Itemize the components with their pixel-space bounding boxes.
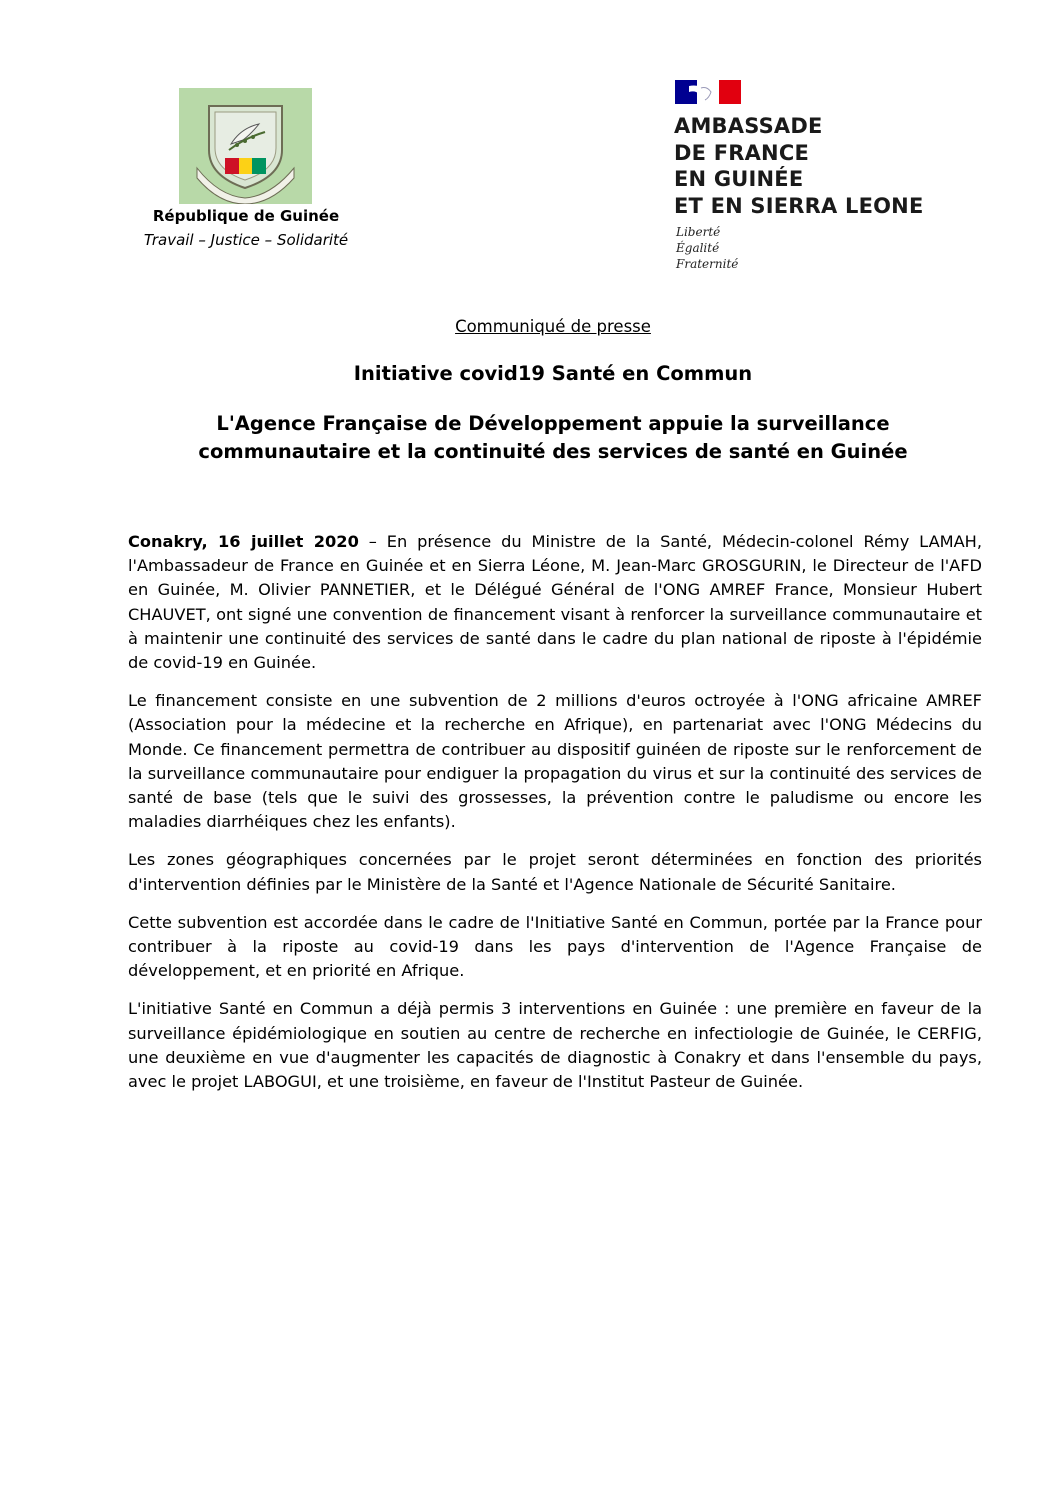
devise-line: Liberté xyxy=(676,225,721,239)
embassy-line: DE FRANCE xyxy=(674,140,809,165)
document-body xyxy=(128,530,982,1108)
country-name: République de Guinée xyxy=(152,207,340,225)
embassy-line: ET EN SIERRA LEONE xyxy=(674,193,924,218)
embassy-name xyxy=(674,113,974,219)
paragraph: Cette subvention est accordée dans le cadre de l'Initiative Santé en Commun, portée par la France pour contribuer à la riposte au covid-19 dans les pays d'intervention de l'Agence Française de développement, et en priorité en Afrique. xyxy=(128,912,982,981)
paragraph-text: – En présence du Ministre de la Santé, Médecin-colonel Rémy LAMAH, l'Ambassadeur de France en Guinée et en Sierra Léone, M. Jean-Marc GROSGURIN, le Directeur de l'AFD en Guinée, M. Olivier PANNETIER, et le Délégué Général de l'ONG AMREF France, Monsieur Hubert CHAUVET, ont signé une convention de financement visant à renforcer la surveillance communautaire et à maintenir une continuité des services de santé dans le cadre du plan national de riposte à l'épidémie de covid-19 en Guinée. xyxy=(128,532,982,673)
republic-devise xyxy=(676,224,738,272)
subtitle-line: L'Agence Française de Développement appuie la surveillance xyxy=(216,412,890,435)
devise-line: Fraternité xyxy=(676,257,739,271)
marianne-logo-icon xyxy=(675,80,741,104)
document-kicker: Communiqué de presse xyxy=(455,317,651,336)
devise-line: Égalité xyxy=(676,241,720,255)
subtitle-line: communautaire et la continuité des services de santé en Guinée xyxy=(198,440,908,463)
embassy-line: AMBASSADE xyxy=(674,114,823,138)
paragraph: Les zones géographiques concernées par le projet seront déterminées en fonction des priorités d'intervention définies par le Ministère de la Santé et l'Agence Nationale de Sécurité Sanitaire. xyxy=(128,850,982,894)
paragraph: Le financement consiste en une subvention de 2 millions d'euros octroyée à l'ONG africaine AMREF (Association pour la médecine et la recherche en Afrique), en partenariat avec l'ONG Médecins du Monde. Ce financement permettra de contribuer au dispositif guinéen de riposte sur le renforcement de la surveillance communautaire pour endiguer la propagation du virus et sur la continuité des services de santé de base (tels que le suivi des grossesses, la prévention contre le paludisme ou encore les maladies diarrhéiques chez les enfants). xyxy=(128,691,982,832)
document-title: Initiative covid19 Santé en Commun xyxy=(353,362,753,385)
document-subtitle xyxy=(120,410,986,466)
dateline: Conakry, 16 juillet 2020 xyxy=(128,532,359,551)
guinea-coat-of-arms-icon xyxy=(179,88,312,204)
paragraph: L'initiative Santé en Commun a déjà permis 3 interventions en Guinée : une première en faveur de la surveillance épidémiologique en soutien au centre de recherche en infectiologie de Guinée, le CERFIG, une deuxième en vue d'augmenter les capacités de diagnostic à Conakry et dans l'ensemble du pays, avec le projet LABOGUI, et une troisième, en faveur de l'Institut Pasteur de Guinée. xyxy=(128,999,982,1092)
country-motto: Travail – Justice – Solidarité xyxy=(143,231,349,249)
embassy-line: EN GUINÉE xyxy=(674,167,804,191)
paragraph xyxy=(128,530,982,675)
